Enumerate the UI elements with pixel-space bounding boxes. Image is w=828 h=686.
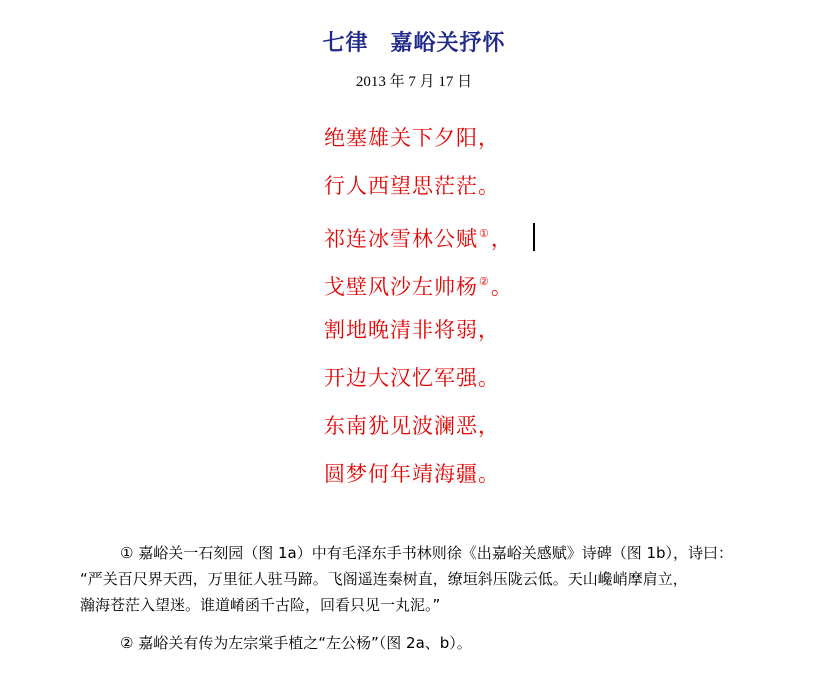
- poem-line-text: 圆梦何年靖海疆。: [324, 462, 500, 486]
- footnote-1-line-3: 瀚海苍茫入望迷。谁道崤函千古险，回看只见一丸泥。”: [80, 596, 441, 614]
- footnote-1-line-1: ① 嘉峪关一石刻园（图 1a）中有毛泽东手书林则徐《出嘉峪关感赋》诗碑（图 1b），诗曰：: [120, 544, 734, 562]
- title-name: 嘉峪关抒怀: [390, 31, 506, 56]
- poem-line-punct: 。: [490, 275, 513, 299]
- title-form: 七律: [322, 31, 369, 56]
- poem-line: [324, 460, 513, 488]
- poem-line-text: 戈壁风沙左帅杨: [324, 275, 478, 299]
- poem-body: [324, 124, 513, 508]
- footnote-marker-2[interactable]: ②: [479, 275, 490, 288]
- text-cursor: [533, 223, 535, 251]
- poem-line-text: 东南犹见波澜恶，: [324, 414, 500, 438]
- poem-line-punct: ，: [490, 227, 513, 251]
- footnote-1-line-2: “严关百尺界天西，万里征人驻马蹄。飞阁遥连秦树直，缭垣斜压陇云低。天山巉峭摩肩立，: [80, 570, 688, 588]
- poem-line: [324, 364, 513, 392]
- poem-line: [324, 316, 513, 344]
- poem-line: [324, 220, 513, 251]
- footnotes: [80, 540, 828, 656]
- poem-date: 2013 年 7 月 17 日: [355, 74, 473, 90]
- poem-line: [324, 268, 513, 299]
- poem-line-text: 开边大汉忆军强。: [324, 366, 500, 390]
- poem-line: [324, 172, 513, 200]
- footnote-marker-1[interactable]: ①: [479, 227, 490, 240]
- poem-line: [324, 124, 513, 152]
- poem-line-text: 行人西望思茫茫。: [324, 174, 500, 198]
- poem-title: [0, 26, 828, 57]
- footnote-2: ② 嘉峪关有传为左宗棠手植之“左公杨”（图 2a、b）。: [120, 634, 472, 652]
- poem-line-text: 割地晚清非将弱，: [324, 318, 500, 342]
- poem-line-text: 祁连冰雪林公赋: [324, 227, 478, 251]
- poem-line-text: 绝塞雄关下夕阳，: [324, 126, 500, 150]
- poem-line: [324, 412, 513, 440]
